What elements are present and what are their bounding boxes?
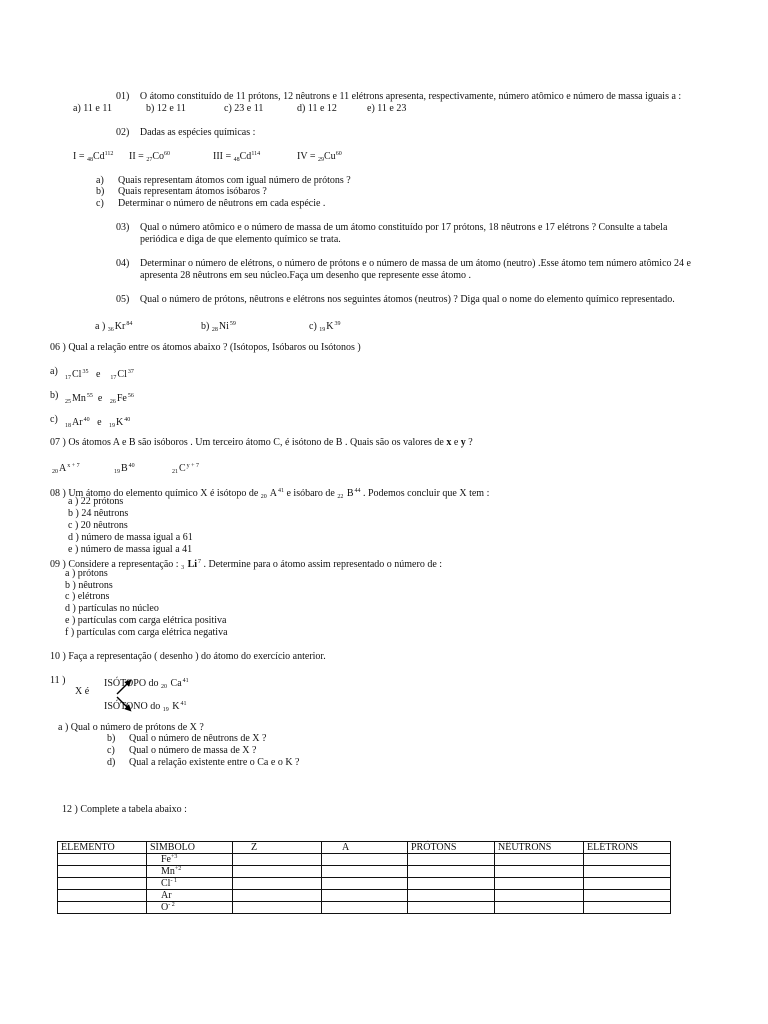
q9-option-a: a ) prótons [65, 568, 108, 579]
table-cell[interactable] [408, 866, 495, 878]
q9-option-d: d ) partículas no núcleo [65, 603, 159, 614]
q4-line2: apresenta 28 nêutrons em seu núcleo.Faça um desenho que represente esse átomo . [140, 270, 471, 281]
table-cell[interactable] [584, 854, 671, 866]
table-cell[interactable] [584, 902, 671, 914]
q5-atom-b: b) 28Ni59 [201, 321, 236, 333]
q2-species-3: III = $_{48}Cd^{114}$ [213, 151, 261, 163]
q7-atom-a: 20Ax + 7 [52, 463, 80, 475]
header-protons: PRÓTONS [408, 842, 495, 854]
q11-number: 11 ) [50, 675, 66, 686]
header-elemento: ELEMENTO [58, 842, 147, 854]
q4-line1: Determinar o número de elétrons, o número de prótons e o número de massa de um átomo (neutro) .Esse átomo tem número atômico 24 e [140, 258, 691, 269]
q7-atom-c: 21Cy + 7 [172, 463, 200, 475]
table-cell-symbol: $O^{- 2}$ [147, 902, 233, 914]
q5-line [116, 294, 675, 306]
table-cell[interactable] [495, 866, 584, 878]
table-cell[interactable] [58, 902, 147, 914]
table-row [58, 878, 671, 890]
q10-text: 10 ) Faça a representação ( desenho ) do átomo do exercício anterior. [50, 651, 326, 662]
q2-species-2: II = $_{27}Co^{60}$ [129, 151, 170, 163]
q7-atom-b: 19B40 [114, 463, 135, 475]
table-header-row [58, 842, 671, 854]
table-cell[interactable] [322, 866, 408, 878]
q9-text: 09 ) Considere a representação : 3 Li7 . Determine para o átomo assim representado o número de : [50, 559, 443, 571]
q3-number: 03) [116, 222, 130, 233]
q9-option-b: b ) nêutrons [65, 580, 113, 591]
q2-item-a: a) Quais representam átomos com igual número de prótons ? [96, 175, 351, 186]
q11-x-is: X é [75, 686, 90, 697]
q8-text: 08 ) Um átomo do elemento químico X é isótopo de 20 A41 e isóbaro de 22 B44 . Podemos concluir que X tem : [50, 488, 490, 500]
table-cell[interactable] [408, 854, 495, 866]
table-cell[interactable] [58, 854, 147, 866]
table-cell[interactable] [495, 902, 584, 914]
table-cell[interactable] [233, 866, 322, 878]
q8-option-a: a ) 22 prótons [68, 496, 124, 507]
table-cell[interactable] [495, 854, 584, 866]
q11-item-d: d) Qual a relação existente entre o Ca e o K ? [107, 757, 300, 768]
table-cell[interactable] [408, 890, 495, 902]
q2-line [116, 127, 255, 139]
q1-text: O átomo constituído de 11 prótons, 12 nêutrons e 11 elétrons apresenta, respectivamente, número atômico e número de massa iguais a : [139, 91, 682, 102]
q6-text: 06 ) Qual a relação entre os átomos abaixo ? (Isótopos, Isóbaros ou Isótonos ) [50, 342, 361, 353]
table-cell[interactable] [58, 878, 147, 890]
q12-text: 12 ) Complete a tabela abaixo : [62, 804, 187, 815]
q11-isotope-line: ISÓTOPO do 20 Ca41 [104, 678, 189, 690]
q6-pair-a: a) 17Cl35 e 17Cl37 [50, 366, 134, 381]
table-cell[interactable] [322, 854, 408, 866]
table-cell[interactable] [584, 890, 671, 902]
q2-number: 02) [116, 127, 130, 138]
q5-atoms [95, 318, 395, 332]
table-cell[interactable] [495, 890, 584, 902]
q2-item-b: b) Quais representam átomos isóbaros ? [96, 186, 267, 197]
q2-species-1: $I = _{48}Cd^{112}$ [73, 151, 114, 163]
q11-item-a: a ) Qual o número de prótons de X ? [58, 722, 204, 733]
table-cell-symbol: Ar [147, 890, 233, 902]
q9-option-f: f ) partículas com carga elétrica negativa [65, 627, 228, 638]
table-cell[interactable] [408, 902, 495, 914]
q7-atoms [52, 460, 272, 474]
q2-item-c: c) Determinar o número de nêutrons em cada espécie . [96, 198, 326, 209]
table-cell-symbol: $Cl^{- 1}$ [147, 878, 233, 890]
q2-text: Dadas as espécies químicas : [139, 127, 256, 138]
q1-number: 01) [116, 91, 130, 102]
elements-table [57, 841, 671, 914]
table-cell[interactable] [495, 878, 584, 890]
table-cell[interactable] [233, 902, 322, 914]
q11-item-b: b) Qual o número de nêutrons de X ? [107, 733, 267, 744]
q1-option-c: c) 23 e 11 [224, 103, 264, 114]
header-eletrons: ELÉTRONS [584, 842, 671, 854]
table-row [58, 902, 671, 914]
q11-item-c: c) Qual o número de massa de X ? [107, 745, 257, 756]
table-cell[interactable] [233, 854, 322, 866]
q11-arrows-icon [112, 677, 136, 713]
q1-option-d: d) 11 e 12 [297, 103, 337, 114]
q9-option-c: c ) elétrons [65, 591, 110, 602]
header-z: Z [233, 842, 322, 854]
table-cell-symbol: $Fe^{+3}$ [147, 854, 233, 866]
table-cell[interactable] [584, 878, 671, 890]
header-simbolo: SÍMBOLO [147, 842, 233, 854]
q5-atom-a: a ) 36Kr84 [95, 321, 133, 333]
table-row [58, 854, 671, 866]
q11-isotone-line: ISÓTONO do 19 K41 [104, 701, 187, 713]
table-cell[interactable] [233, 878, 322, 890]
table-cell[interactable] [584, 866, 671, 878]
q8-option-c: c ) 20 nêutrons [68, 520, 128, 531]
q6-pair-c: c) 18Ar40 e 19K40 [50, 414, 131, 429]
table-cell[interactable] [233, 890, 322, 902]
q1-line [116, 91, 681, 103]
table-row [58, 890, 671, 902]
q9-option-e: e ) partículas com carga elétrica positiva [65, 615, 227, 626]
q5-atom-c: c) 19K39 [309, 321, 341, 333]
q2-species [73, 151, 473, 165]
q1-option-b: b) 12 e 11 [146, 103, 186, 114]
q8-option-d: d ) número de massa igual a 61 [68, 532, 193, 543]
q3-line2: periódica e diga de que elemento químico se trata. [140, 234, 341, 245]
q1-option-a: a) 11 e 11 [73, 103, 112, 114]
table-cell-symbol: $Mn^{+2}$ [147, 866, 233, 878]
q1-option-e: e) 11 e 23 [367, 103, 407, 114]
q3-line1: Qual o número atômico e o número de massa de um átomo constituído por 17 prótons, 18 nêutrons e 17 elétrons ? Consulte a tabela [140, 222, 668, 233]
table-cell[interactable] [58, 866, 147, 878]
table-row [58, 866, 671, 878]
q8-option-b: b ) 24 nêutrons [68, 508, 129, 519]
q5-number: 05) [116, 294, 130, 305]
table-cell[interactable] [322, 890, 408, 902]
q4-number: 04) [116, 258, 130, 269]
q2-species-4: IV = $_{29}Cu^{60}$ [297, 151, 342, 163]
table-cell[interactable] [322, 878, 408, 890]
table-cell[interactable] [322, 902, 408, 914]
q5-text: Qual o número de prótons, nêutrons e elétrons nos seguintes átomos (neutros) ? Diga qual o nome do elemento químico representado. [139, 294, 675, 305]
q8-option-e: e ) número de massa igual a 41 [68, 544, 193, 555]
header-neutrons: NÊUTRONS [495, 842, 584, 854]
header-a: A [322, 842, 408, 854]
q6-pair-b: b) 25Mn55 e 26Fe56 [50, 390, 134, 405]
q7-text: 07 ) Os átomos A e B são isóboros . Um terceiro átomo C, é isótono de B . Quais são os valores de x e y ? [50, 437, 473, 448]
table-cell[interactable] [58, 890, 147, 902]
table-cell[interactable] [408, 878, 495, 890]
